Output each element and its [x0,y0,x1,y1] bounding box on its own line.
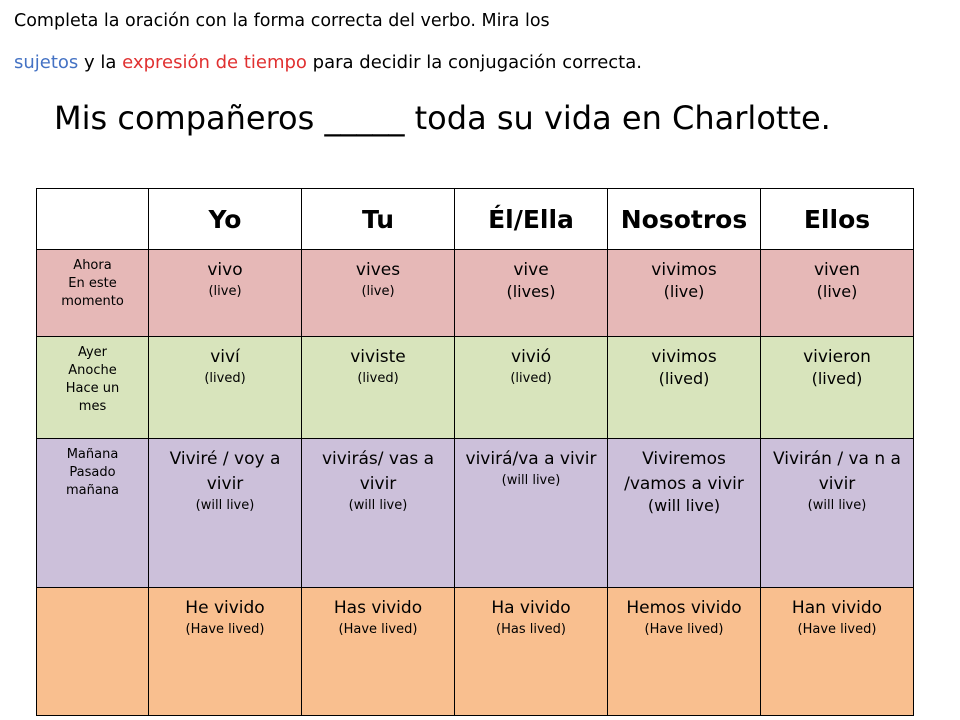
verb-form: Hemos vivido [626,598,742,618]
time-word: Mañana [66,447,119,462]
cell-tu [302,588,455,716]
english-gloss: (will live) [501,473,561,488]
verb-form: Vivirán / va n a vivir [773,449,901,494]
verb-form: Has vivido [333,598,423,618]
english-gloss: (Have lived) [644,622,724,637]
time-word: En este [68,276,117,291]
verb-form: vivimos [651,260,717,280]
english-gloss: (Have lived) [797,622,877,637]
english-gloss: (lived) [204,371,246,386]
verb-form: Viviré / voy a vivir [169,449,281,494]
time-label-empty [37,588,149,716]
verb-form: viven [813,260,861,280]
cell-nosotros [608,337,761,439]
english-gloss: (lived) [510,371,552,386]
english-gloss: (lived) [658,369,710,388]
verb-form: vivieron [803,347,871,367]
english-gloss: (will live) [807,498,867,513]
row-past [37,337,914,439]
cell-yo [149,250,302,337]
cell-nosotros [608,439,761,588]
verb-form: vivo [207,260,243,280]
row-present [37,250,914,337]
verb-form: vivimos [651,347,717,367]
header-yo: Yo [149,189,302,250]
verb-form: vive [513,260,549,280]
row-future [37,439,914,588]
cell-nosotros [608,250,761,337]
time-word: momento [61,294,124,309]
english-gloss: (live) [816,282,858,301]
english-gloss: (live) [663,282,705,301]
english-gloss: (live) [208,284,242,299]
row-present-perfect [37,588,914,716]
english-gloss: (Have lived) [338,622,418,637]
cell-el-ella [455,439,608,588]
verb-form: Viviremos /vamos a vivir [624,449,744,494]
verb-form: He vivido [185,598,265,618]
english-gloss: (Has lived) [496,622,566,637]
header-blank [37,189,149,250]
time-word: Ahora [73,258,112,273]
english-gloss: (lives) [506,282,556,301]
english-gloss: (lived) [811,369,863,388]
cell-tu [302,250,455,337]
subjects-highlight: sujetos [14,52,79,73]
cell-tu [302,439,455,588]
cell-ellos [761,337,914,439]
time-word: Pasado [69,465,116,480]
english-gloss: (Have lived) [185,622,265,637]
time-label-future [37,439,149,588]
header-ellos: Ellos [761,189,914,250]
time-word: mes [78,399,107,414]
cell-el-ella [455,588,608,716]
verb-form: Ha vivido [491,598,571,618]
instruction-line-1: Completa la oración con la forma correcta del verbo. Mira los [14,11,550,31]
english-gloss: (will live) [195,498,255,513]
english-gloss: (live) [361,284,395,299]
verb-form: vivirá/va a vivir [465,449,597,469]
english-gloss: (will live) [647,496,721,515]
time-word: Ayer [77,345,108,360]
cell-el-ella [455,250,608,337]
cell-ellos [761,250,914,337]
header-row [37,189,914,250]
instruction-connector: y la [78,52,123,73]
header-el-ella: Él/Ella [455,189,608,250]
time-word: mañana [65,483,120,498]
cell-yo [149,588,302,716]
time-label-present [37,250,149,337]
cell-yo [149,439,302,588]
time-word: Anoche [68,363,117,378]
cell-yo [149,337,302,439]
time-label-past [37,337,149,439]
verb-form: viviste [350,347,406,367]
english-gloss: (lived) [357,371,399,386]
header-nosotros: Nosotros [608,189,761,250]
verb-form: Han vivido [791,598,883,618]
verb-form: viví [210,347,240,367]
instruction-rest: para decidir la conjugación correcta. [306,52,642,73]
cell-tu [302,337,455,439]
cell-ellos [761,439,914,588]
header-tu: Tu [302,189,455,250]
conjugation-table [36,188,914,716]
cell-nosotros [608,588,761,716]
cell-el-ella [455,337,608,439]
verb-form: vives [355,260,401,280]
time-word: Hace un [65,381,120,396]
english-gloss: (will live) [348,498,408,513]
verb-form: vivirás/ vas a vivir [321,449,435,494]
time-expression-highlight: expresión de tiempo [122,52,307,73]
instruction-line-2 [14,52,642,74]
fill-in-sentence: Mis compañeros _____ toda su vida en Charlotte. [54,99,831,137]
cell-ellos [761,588,914,716]
verb-form: vivió [511,347,551,367]
